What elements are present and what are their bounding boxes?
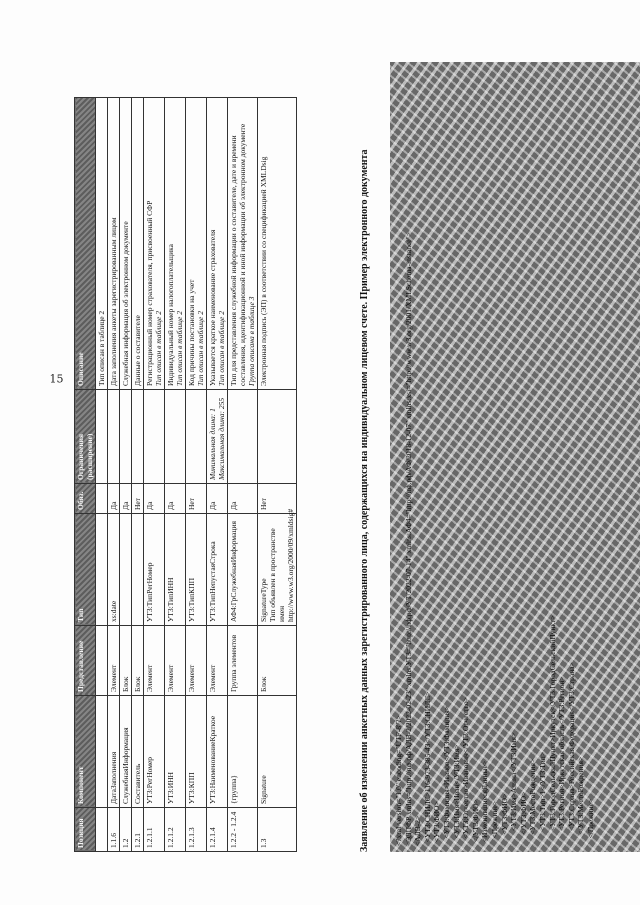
cell-text: Элемент [208,664,217,692]
cell-text: Блок [259,676,268,692]
table-cell-desc [96,98,108,390]
header-description: Описание [75,98,96,390]
xml-line: <УТ3:Имя>Иван</УТ3:Имя> [451,744,461,846]
xml-line: <УТ3:Имя>Алина</УТ3:Имя> [509,732,519,846]
table-row [144,98,165,852]
xml-line: <ИзменившиесяДанные> [480,760,490,846]
spec-table [74,97,297,852]
table-cell-repr [96,626,108,696]
table-cell-comp [165,696,186,808]
table-cell-limits [258,390,297,484]
cell-text: АФ4:ГрСлужебнаяИнформация [229,521,238,622]
cell-text: Да [121,501,130,510]
table-cell-req [120,484,132,514]
table-cell-comp [96,696,108,808]
table-cell-req [165,484,186,514]
table-cell-type [207,514,228,626]
xml-line: </УТ3:ФИО> [518,791,528,846]
section-heading: Заявление об изменении анкетных данных зарегистрированного лица, содержащихся на индивидуальном лицевом счете. Пример электронного документа [359,149,370,852]
table-row [108,98,120,852]
table-cell-pos [108,808,120,852]
header-required: Обяз. [75,484,96,514]
table-row [207,98,228,852]
table-cell-type [96,514,108,626]
xml-code [390,62,599,852]
cell-text: УТ3:КПП [187,772,196,804]
table-row [165,98,186,852]
cell-text: Да [145,501,154,510]
table-cell-req [144,484,165,514]
xml-line: <УТ3:МестоРождения> [528,758,538,846]
table-cell-desc [132,98,144,390]
cell-text: xs:date [109,600,118,622]
cell-text: 1.2.2 - 1.2.4 [229,811,238,848]
cell-text: 1.2.1.1 [145,827,154,848]
cell-text: Блок [121,676,130,692]
table-cell-comp [108,696,120,808]
cell-text: УТ3:ТипИНН [166,577,175,622]
cell-text: Да [166,501,175,510]
cell-text: Элемент [109,664,118,692]
table-cell-type [186,514,207,626]
table-body [96,98,297,852]
xml-line: <УТ3:Фамилия>Иванов</УТ3:Фамилия> [441,706,451,846]
cell-text: SignatureType Тип объявлен в пространстве имен http://www.w3.org/2000/09/xmldsig# [259,508,295,622]
cell-text: Да [109,501,118,510]
cell-text: УТ3:ИНН [166,772,175,804]
table-row [186,98,207,852]
table-cell-repr [108,626,120,696]
header-limits: Ограничения (расширение) [75,390,96,484]
cell-text: Элемент [166,664,175,692]
cell-text: 1.2 [121,838,130,848]
table-cell-comp [120,696,132,808]
rotated-content [40,42,600,862]
table-cell-repr [207,626,228,696]
cell-text: Тип описан в таблице 2 [97,310,106,386]
cell-text: {группа} [229,774,238,804]
table-cell-repr [186,626,207,696]
table-cell-pos [165,808,186,852]
cell-text: Дата заполнения анкеты зарегистрированным лицом [109,217,118,386]
page-number: 15 [49,372,64,386]
table-row [132,98,144,852]
cell-text: Да [229,501,238,510]
cell-text: Блок [133,676,142,692]
xml-line: <УТ3:Тип>1</УТ3:Тип> [537,751,547,846]
cell-note: Тип описан в таблице 2 [154,311,163,386]
cell-text: СлужебнаяИнформация [121,727,130,804]
xml-line: <ЭДПФР xmlns="http://пф.рф/АДВ-2/2022-02-23" xmlns:УТ3="http://пф.рф/УТ/2022-07-14" xmlns:АФ4="http://пф.рф/АФ/2018-12-07" xmlns:xsi="http://www.w3.org/2001/XMLSchema-instance"> [403,232,413,846]
table-cell-comp [144,696,165,808]
cell-text: Минимальная длина: 1 Максимальная длина: 255 [208,397,226,480]
cell-note: Тип описан в таблице 2 [217,311,226,386]
table-row [228,98,258,852]
table-cell-pos [144,808,165,852]
table-cell-repr [132,626,144,696]
xml-line: <УТ3:Отчество>Иванович</УТ3:Отчество> [461,697,471,846]
xml-line: <?xml version="1.0" encoding="UTF-8"?> [394,715,403,846]
table-cell-limits [120,390,132,484]
table-cell-repr [258,626,297,696]
table-cell-limits [96,390,108,484]
table-cell-req [207,484,228,514]
table-cell-limits [207,390,228,484]
xml-line: </Прежние> [585,798,595,846]
xml-line: </УТ3:МестоРождения> [576,756,586,846]
cell-text: Электронная подпись (ЭП) в соответствии со спецификацией XMLDsig [259,156,268,386]
table-cell-limits [165,390,186,484]
table-cell-limits [186,390,207,484]
table-cell-limits [228,390,258,484]
header-type: Тип [75,514,96,626]
cell-text: 1.2.1.3 [187,827,196,848]
cell-text: УТ3:ТипРегНомер [145,562,154,622]
table-cell-type [132,514,144,626]
table-row [120,98,132,852]
table-header-row [75,98,96,852]
cell-text: УТ3:НаименованиеКраткое [208,715,217,804]
table-cell-req [186,484,207,514]
cell-text: Данные о составителе [133,315,142,386]
xml-line: <УТ3:Страна>Российская Федерация</УТ3:Страна> [566,662,576,846]
table-cell-type [144,514,165,626]
table-cell-pos [228,808,258,852]
table-cell-pos [120,808,132,852]
table-cell-limits [132,390,144,484]
cell-text: УТ3:ТипКПП [187,578,196,622]
cell-text: 1.1.6 [109,833,118,848]
table-cell-desc [207,98,228,390]
table-cell-type [108,514,120,626]
table-cell-req [228,484,258,514]
table-cell-repr [165,626,186,696]
cell-text: Элемент [187,664,196,692]
cell-text: Код причины постановки на учет [187,279,196,386]
cell-text: Указывается краткое наименование страхователя [208,229,217,386]
cell-text: УТ3:РегНомер [145,756,154,804]
table-cell-pos [258,808,297,852]
xml-line: <УТ3:ФИО> [499,793,509,846]
cell-text: Элемент [145,664,154,692]
table-cell-desc [108,98,120,390]
cell-text: Нет [133,497,142,510]
table-cell-desc [165,98,186,390]
cell-text: Тип для представления служебной информации о составителе, дате и времени составления, идентификационной и иной информации об электронном документе [229,123,247,386]
table-cell-limits [108,390,120,484]
cell-text: Да [208,501,217,510]
xml-line: </УТ3:ФИО> [470,799,480,846]
cell-text: Нет [187,497,196,510]
cell-text: Служебная информация об электронном документе [121,221,130,386]
table-cell-pos [132,808,144,852]
header-position: Позиция [75,808,96,852]
table-cell-desc [228,98,258,390]
xml-line: <Прежние> [489,801,499,846]
cell-note: Тип описан в таблице 2 [196,311,205,386]
xml-line: <АДВ-2> [413,815,423,846]
table-cell-comp [186,696,207,808]
table-cell-desc [258,98,297,390]
cell-text: 1.2.1.2 [166,827,175,848]
table-cell-desc [186,98,207,390]
xml-line: <УТ3:СНИЛС>116-973-385-43</УТ3:СНИЛС> [422,691,432,846]
cell-text: Signature [259,775,268,804]
table-cell-pos [207,808,228,852]
xml-line: <УТ3:Регион>Иркутская область</УТ3:Регион> [557,676,567,846]
table-cell-type [165,514,186,626]
table-row [258,98,297,852]
table-cell-limits [144,390,165,484]
table-cell-req [132,484,144,514]
table-cell-pos [96,808,108,852]
header-representation: Представление [75,626,96,696]
cell-text: УТ3:ТипНепустаяСтрока [208,541,217,622]
table-cell-pos [186,808,207,852]
table-cell-type [120,514,132,626]
cell-text: ДатаЗаполнения [109,751,118,804]
xml-example [390,62,640,852]
table-cell-type [228,514,258,626]
xml-line: <УТ3:ФИО> [432,801,442,846]
table-cell-comp [132,696,144,808]
table-cell-comp [228,696,258,808]
table-cell-comp [258,696,297,808]
table-cell-comp [207,696,228,808]
cell-note: Группа описана в таблице 3 [247,296,256,386]
table-cell-repr [120,626,132,696]
table-cell-repr [228,626,258,696]
cell-text: 1.3 [259,838,268,848]
cell-text: Составитель [133,763,142,804]
table-cell-desc [144,98,165,390]
table-cell-type [258,508,297,626]
table-cell-desc [120,98,132,390]
table-row [96,98,108,852]
cell-text: Индивидуальный номер налогоплательщика [166,244,175,386]
cell-text: Нет [259,497,268,510]
table-cell-req [108,484,120,514]
cell-text: Группа элементов [229,634,238,692]
cell-text: 1.2.1.4 [208,827,217,848]
header-component: Компонент [75,696,96,808]
table-cell-req [96,484,108,514]
cell-text: 1.2.1 [133,833,142,848]
xml-line: <УТ3:ГородСельскийПункт>Иркутск</УТ3:ГородСельскийПункт> [547,615,557,846]
table-cell-repr [144,626,165,696]
cell-note: Тип описан в таблице 2 [175,311,184,386]
cell-text: Регистрационный номер страхователя, присвоенный СФР [145,200,154,386]
